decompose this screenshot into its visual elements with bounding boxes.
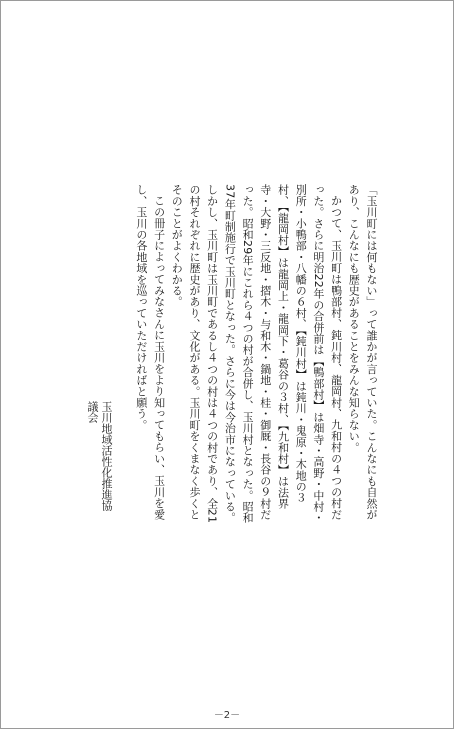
page-number: －2－	[213, 710, 241, 721]
signature: 玉川地域活性化推進協議会	[86, 401, 113, 511]
preface-paragraph: この冊子によってみなさんに玉川をより知ってもらい、玉川を愛し、玉川の各地域を巡っていただければと願う。	[134, 184, 166, 520]
preface-paragraph: 「玉川町には何もない」って誰かが言っていた。こんなにも自然があり、こんなにも歴史があることをみんな知らない。	[347, 184, 378, 520]
preface-body	[115, 184, 380, 524]
preface-paragraph: かつて、玉川町は鴨部村、鈍川村、龍岡村、九和村の４つの村だった。さらに明治22年の合併前は【鴨部村】は畑寺・高野・中村・別所・小鴨部・八幡の６村、【鈍川村】は鈍川・鬼原・木地の３村、【龍岡村】は龍岡上・龍岡下・葛谷の３村、【九和村】は法界寺・大野・三反地・摺木・与和木・鍋地・桂・御厩・長谷の９村だった。昭和29年にこれら４つの村が合併し、玉川村となった。昭和37年町制施行で玉川町となった。さらに今は今治市になっている。しかし、玉川町は玉川町であるし４つの村は４つの村であり、全21の村それぞれに歴史があり、文化がある。玉川町をくまなく歩くとそのことがよくわかる。	[170, 184, 343, 524]
